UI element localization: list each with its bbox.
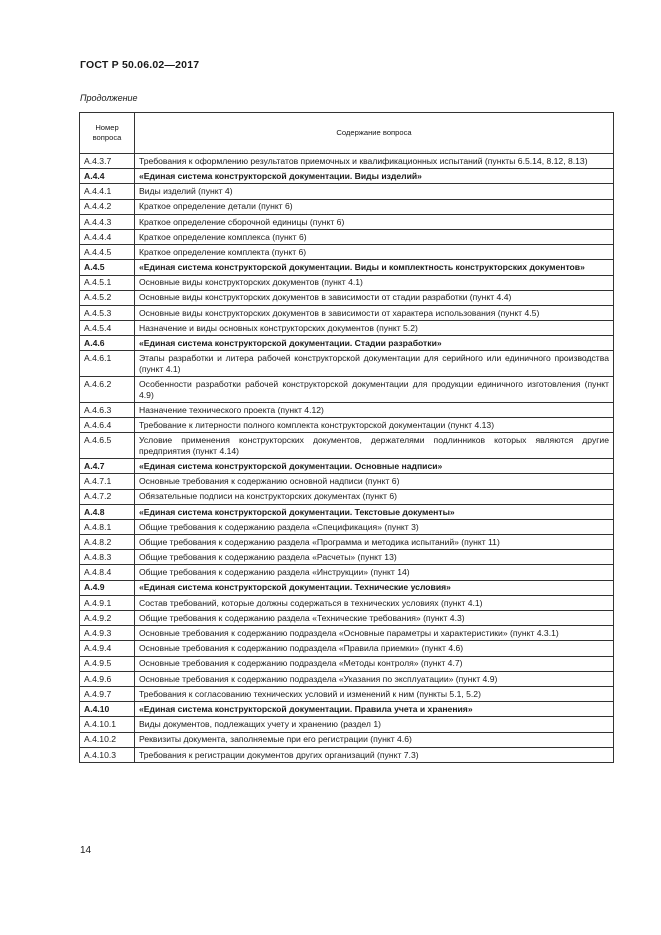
continuation-label: Продолжение [80, 93, 138, 103]
question-number: А.4.9.7 [80, 686, 135, 701]
table-row [80, 489, 614, 504]
question-number: А.4.5.3 [80, 305, 135, 320]
question-content: Реквизиты документа, заполняемые при его регистрации (пункт 4.6) [135, 732, 614, 747]
question-content: Состав требований, которые должны содержаться в технических условиях (пункт 4.1) [135, 595, 614, 610]
question-content: Требования к оформлению результатов приемочных и квалификационных испытаний (пункты 6.5.14, 8.12, 8.13) [135, 154, 614, 169]
question-content: Общие требования к содержанию раздела «Технические требования» (пункт 4.3) [135, 611, 614, 626]
question-content: Общие требования к содержанию раздела «Спецификация» (пункт 3) [135, 519, 614, 534]
table-header-row [80, 113, 614, 154]
question-number: А.4.8.1 [80, 519, 135, 534]
table-row [80, 671, 614, 686]
question-content: «Единая система конструкторской документации. Технические условия» [135, 580, 614, 595]
question-number: А.4.5.2 [80, 290, 135, 305]
page-number: 14 [80, 845, 92, 856]
question-content: Краткое определение комплекта (пункт 6) [135, 245, 614, 260]
header-question-content: Содержание вопроса [135, 113, 614, 154]
question-number: А.4.10.1 [80, 717, 135, 732]
question-number: А.4.6.2 [80, 377, 135, 403]
table-row [80, 565, 614, 580]
question-content: Особенности разработки рабочей конструкторской документации для продукции единичного изготовления (пункт 4.9) [135, 377, 614, 403]
question-content: Назначение и виды основных конструкторских документов (пункт 5.2) [135, 321, 614, 336]
question-content: Основные виды конструкторских документов в зависимости от стадии разработки (пункт 4.4) [135, 290, 614, 305]
header-question-number: Номер вопроса [80, 113, 135, 154]
table-row [80, 351, 614, 377]
question-number: А.4.5.4 [80, 321, 135, 336]
question-number: А.4.9.4 [80, 641, 135, 656]
question-number: А.4.8.2 [80, 535, 135, 550]
table-section-row [80, 459, 614, 474]
question-number: А.4.4.2 [80, 199, 135, 214]
question-number: А.4.6 [80, 336, 135, 351]
table-row [80, 747, 614, 762]
question-content: «Единая система конструкторской документации. Виды и комплектность конструкторских документов» [135, 260, 614, 275]
table-row [80, 184, 614, 199]
question-number: А.4.9.6 [80, 671, 135, 686]
table-section-row [80, 169, 614, 184]
question-number: А.4.9.5 [80, 656, 135, 671]
question-content: «Единая система конструкторской документации. Правила учета и хранения» [135, 702, 614, 717]
question-number: А.4.9.3 [80, 626, 135, 641]
question-content: Основные требования к содержанию основной надписи (пункт 6) [135, 474, 614, 489]
question-content: Условие применения конструкторских документов, держателями подлинников которых являются другие предприятия (пункт 4.14) [135, 433, 614, 459]
question-number: А.4.7.1 [80, 474, 135, 489]
questions-table [79, 112, 614, 763]
question-number: А.4.8.4 [80, 565, 135, 580]
question-number: А.4.9.1 [80, 595, 135, 610]
table-row [80, 377, 614, 403]
question-number: А.4.10 [80, 702, 135, 717]
question-number: А.4.3.7 [80, 154, 135, 169]
table-row [80, 321, 614, 336]
question-number: А.4.5.1 [80, 275, 135, 290]
table-row [80, 550, 614, 565]
question-content: Требования к регистрации документов других организаций (пункт 7.3) [135, 747, 614, 762]
question-number: А.4.4.4 [80, 229, 135, 244]
question-content: Краткое определение сборочной единицы (пункт 6) [135, 214, 614, 229]
question-number: А.4.4.3 [80, 214, 135, 229]
question-content: Основные требования к содержанию подраздела «Основные параметры и характеристики» (пункт 4.3.1) [135, 626, 614, 641]
question-content: Общие требования к содержанию раздела «Инструкции» (пункт 14) [135, 565, 614, 580]
table-row [80, 214, 614, 229]
table-row [80, 229, 614, 244]
question-number: А.4.9 [80, 580, 135, 595]
question-content: «Единая система конструкторской документации. Виды изделий» [135, 169, 614, 184]
question-content: Основные виды конструкторских документов в зависимости от характера использования (пункт 4.5) [135, 305, 614, 320]
table-row [80, 641, 614, 656]
question-content: Краткое определение детали (пункт 6) [135, 199, 614, 214]
question-number: А.4.9.2 [80, 611, 135, 626]
table-row [80, 418, 614, 433]
question-number: А.4.7.2 [80, 489, 135, 504]
question-content: «Единая система конструкторской документации. Стадии разработки» [135, 336, 614, 351]
question-number: А.4.6.4 [80, 418, 135, 433]
question-content: Общие требования к содержанию раздела «Программа и методика испытаний» (пункт 11) [135, 535, 614, 550]
table-row [80, 595, 614, 610]
table-row [80, 154, 614, 169]
question-content: Виды документов, подлежащих учету и хранению (раздел 1) [135, 717, 614, 732]
table-row [80, 305, 614, 320]
table-row [80, 519, 614, 534]
question-content: Основные требования к содержанию подраздела «Правила приемки» (пункт 4.6) [135, 641, 614, 656]
table-row [80, 199, 614, 214]
table-body [80, 154, 614, 763]
table-section-row [80, 702, 614, 717]
table-section-row [80, 260, 614, 275]
table-section-row [80, 580, 614, 595]
question-number: А.4.7 [80, 459, 135, 474]
question-number: А.4.10.3 [80, 747, 135, 762]
question-content: Требования к согласованию технических условий и изменений к ним (пункты 5.1, 5.2) [135, 686, 614, 701]
question-content: Виды изделий (пункт 4) [135, 184, 614, 199]
table-row [80, 245, 614, 260]
question-number: А.4.8.3 [80, 550, 135, 565]
table-row [80, 611, 614, 626]
question-content: Общие требования к содержанию раздела «Расчеты» (пункт 13) [135, 550, 614, 565]
question-content: Основные требования к содержанию подраздела «Методы контроля» (пункт 4.7) [135, 656, 614, 671]
table-row [80, 535, 614, 550]
table-row [80, 656, 614, 671]
question-number: А.4.5 [80, 260, 135, 275]
question-content: Краткое определение комплекса (пункт 6) [135, 229, 614, 244]
question-content: Основные виды конструкторских документов (пункт 4.1) [135, 275, 614, 290]
question-number: А.4.6.3 [80, 403, 135, 418]
question-number: А.4.6.5 [80, 433, 135, 459]
question-content: Этапы разработки и литера рабочей конструкторской документации для серийного или единичного производства (пункт 4.1) [135, 351, 614, 377]
table-row [80, 474, 614, 489]
question-number: А.4.4.1 [80, 184, 135, 199]
table-row [80, 275, 614, 290]
question-number: А.4.4.5 [80, 245, 135, 260]
question-content: Назначение технического проекта (пункт 4.12) [135, 403, 614, 418]
table-row [80, 626, 614, 641]
table-row [80, 717, 614, 732]
question-content: «Единая система конструкторской документации. Текстовые документы» [135, 504, 614, 519]
question-number: А.4.4 [80, 169, 135, 184]
table-section-row [80, 336, 614, 351]
table-row [80, 686, 614, 701]
table-row [80, 403, 614, 418]
question-content: Требование к литерности полного комплекта конструкторской документации (пункт 4.13) [135, 418, 614, 433]
table-section-row [80, 504, 614, 519]
question-number: А.4.10.2 [80, 732, 135, 747]
table-row [80, 433, 614, 459]
question-content: Обязательные подписи на конструкторских документах (пункт 6) [135, 489, 614, 504]
question-content: Основные требования к содержанию подраздела «Указания по эксплуатации» (пункт 4.9) [135, 671, 614, 686]
question-number: А.4.8 [80, 504, 135, 519]
table-row [80, 290, 614, 305]
document-header: ГОСТ Р 50.06.02—2017 [80, 59, 200, 71]
question-number: А.4.6.1 [80, 351, 135, 377]
table-row [80, 732, 614, 747]
question-content: «Единая система конструкторской документации. Основные надписи» [135, 459, 614, 474]
